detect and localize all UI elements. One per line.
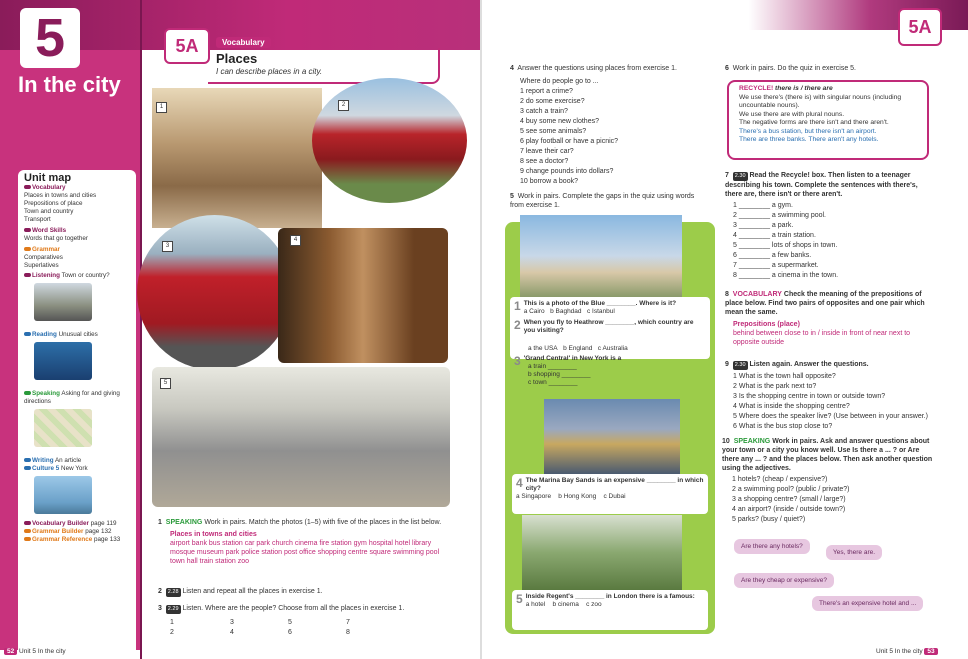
ex7-item: 2 ________ a swimming pool.	[733, 212, 827, 219]
ex10-item: 1 hotels? (cheap / expensive?)	[732, 476, 828, 483]
footer-text: Unit 5 In the city	[19, 648, 66, 655]
answer-slot: 8	[346, 629, 350, 636]
header-band-right	[480, 0, 968, 30]
photo-gym	[152, 367, 450, 507]
quiz-card-5	[512, 590, 708, 630]
ex9-item: 2 What is the park next to?	[733, 383, 817, 390]
ex4-number: 4	[510, 65, 514, 72]
quiz-option: c Australia	[597, 345, 628, 352]
map-gr-label: Grammar Reference	[32, 536, 93, 543]
quiz-card-4	[512, 474, 708, 514]
map-vocab-item: Prepositions of place	[24, 200, 83, 207]
speech-bubble: Are there any hotels?	[734, 539, 810, 554]
photo-museum	[278, 228, 448, 363]
ex10-item: 3 a shopping centre? (small / large?)	[732, 496, 846, 503]
map-grammar-label: Grammar	[32, 246, 61, 253]
ex7-instruction: Read the Recycle! box. Then listen to a teenager describing his town. Complete the sentences with there's, there are, there isn't or there aren't.	[725, 172, 918, 198]
ex9-item: 5 Where does the speaker live? (Use between in your answer.)	[733, 413, 928, 420]
ex6-number: 6	[725, 65, 729, 72]
map-speaking-label: Speaking	[32, 390, 60, 397]
ex10-items	[732, 475, 934, 525]
photo-buses	[137, 215, 292, 370]
exercise-8	[725, 290, 935, 347]
ex10-item: 4 an airport? (inside / outside town?)	[732, 506, 846, 513]
quiz-option: b shopping ________	[528, 371, 591, 378]
unit-number: 5	[20, 8, 80, 68]
photo-number: 3	[162, 241, 173, 252]
map-vb-label: Vocabulary Builder	[32, 520, 89, 527]
footer-left	[4, 648, 66, 655]
map-gr-page: page 133	[93, 536, 121, 543]
page-number: 53	[924, 648, 937, 655]
quiz-number: 4	[516, 476, 523, 490]
quiz-card-2	[510, 342, 710, 400]
ex4-intro: Where do people go to ...	[520, 78, 599, 85]
ex5-number: 5	[510, 193, 514, 200]
lesson-aim: I can describe places in a city.	[216, 67, 323, 76]
quiz-question: 'Grand Central' in New York is a	[523, 355, 622, 362]
ex8-prepositions: behind between close to in / inside in front of near next to opposite outside	[733, 330, 911, 346]
footer-right	[876, 648, 938, 655]
ex9-item: 1 What is the town hall opposite?	[733, 373, 836, 380]
quiz-option: c Istanbul	[586, 308, 615, 315]
ex10-label: SPEAKING	[733, 438, 771, 445]
map-writing-text: An article	[54, 457, 82, 464]
recycle-rule: We use there's (there is) with singular nouns (including uncountable nouns).	[739, 93, 902, 109]
audio-icon[interactable]: 2.28	[167, 589, 179, 595]
audio-icon[interactable]: 2.30	[734, 362, 746, 368]
ex2-instruction: Listen and repeat all the places in exercise 1.	[182, 588, 323, 595]
recycle-rule: We use there are with plural nouns.	[739, 110, 845, 118]
quiz-number: 2	[514, 318, 521, 332]
ex7-item: 7 ________ a supermarket.	[733, 262, 819, 269]
ex4-instruction: Answer the questions using places from exercise 1.	[517, 65, 677, 72]
map-writing-label: Writing	[32, 457, 54, 464]
ex4-item: 4 buy some new clothes?	[520, 118, 599, 125]
quiz-question: When you fly to Heathrow ________, which country are you visiting?	[523, 319, 694, 334]
ex10-instruction: Work in pairs. Ask and answer questions about your town or a city you know well. Use Is there a ... ? or Are there any ... ? and the places below. Then ask another question using the adjectives.	[722, 438, 933, 472]
exercise-7	[725, 171, 935, 281]
photo-number: 2	[338, 100, 349, 111]
exercise-4	[510, 64, 715, 187]
speech-bubble: Are they cheap or expensive?	[734, 573, 834, 588]
sidebar-edge	[140, 0, 142, 659]
map-vocab-item: Transport	[24, 216, 51, 223]
ex4-items	[520, 87, 715, 187]
quiz-number: 5	[516, 592, 523, 606]
ex4-item: 7 leave their car?	[520, 148, 574, 155]
recycle-example: There's a bus station, but there isn't an airport.	[739, 127, 877, 135]
quiz-option: c zoo	[586, 601, 602, 608]
unit-map	[18, 170, 136, 650]
gutter	[480, 0, 482, 659]
ex7-number: 7	[725, 172, 729, 179]
map-vocab-item: Town and country	[24, 208, 74, 215]
ex9-item: 6 What is the bus stop close to?	[733, 423, 833, 430]
unit-title: In the city	[18, 72, 121, 97]
ex10-item: 5 parks? (busy / quiet?)	[732, 516, 806, 523]
ex3-number: 3	[158, 605, 162, 612]
ex9-instruction: Listen again. Answer the questions.	[749, 361, 869, 368]
photo-number: 4	[290, 235, 301, 246]
answer-slot: 7	[346, 619, 350, 626]
ex1-number: 1	[158, 519, 162, 526]
ex4-item: 10 borrow a book?	[520, 178, 578, 185]
map-speaking-text: Asking for and giving directions	[24, 390, 120, 405]
quiz-option: a train ________	[528, 363, 577, 370]
map-gb-label: Grammar Builder	[32, 528, 84, 535]
quiz-option: c Dubai	[603, 493, 626, 500]
ex7-item: 8 ________ a cinema in the town.	[733, 272, 839, 279]
answer-slot: 1	[170, 619, 174, 626]
quiz-photo-park	[522, 515, 682, 590]
ex9-number: 9	[725, 361, 729, 368]
answer-slot: 3	[230, 619, 234, 626]
ex7-items	[733, 201, 935, 281]
recycle-subtitle: there is / there are	[775, 85, 833, 92]
map-gb-page: page 132	[85, 528, 112, 535]
quiz-option: c town ________	[528, 379, 578, 386]
recycle-example: There are three banks. There aren't any hotels.	[739, 136, 879, 143]
exercise-1	[158, 518, 448, 566]
map-vb-page: page 119	[90, 520, 117, 527]
ex6-instruction: Work in pairs. Do the quiz in exercise 5.	[732, 65, 856, 72]
quiz-question: Inside Regent's ________ in London there is a famous:	[525, 593, 695, 600]
ex4-item: 3 catch a train?	[520, 108, 568, 115]
ex2-number: 2	[158, 588, 162, 595]
speech-bubble: There's an expensive hotel and ...	[812, 596, 923, 611]
ex7-item: 3 ________ a park.	[733, 222, 794, 229]
exercise-3	[158, 604, 448, 614]
ex3-instruction: Listen. Where are the people? Choose from all the places in exercise 1.	[182, 605, 405, 612]
lesson-tag-right: 5A	[898, 8, 942, 46]
ex1-label: SPEAKING	[165, 519, 203, 526]
ex1-instruction: Work in pairs. Match the photos (1–5) with five of the places in the list below.	[204, 519, 442, 526]
recycle-rule: The negative forms are there isn't and there aren't.	[739, 119, 889, 126]
exercise-5	[510, 192, 710, 210]
thumb-street	[34, 283, 92, 321]
quiz-photo-mosque	[520, 215, 682, 297]
ex5-instruction: Work in pairs. Complete the gaps in the quiz using words from exercise 1.	[510, 193, 695, 209]
quiz-option: b Baghdad	[550, 308, 582, 315]
photo-shopping-centre	[152, 88, 322, 228]
ex1-places-list: airport bank bus station car park church cinema fire station gym hospital hotel library mosque museum park police station post office shopping centre square swimming pool town hall train station zoo	[170, 540, 440, 565]
answer-slot: 5	[288, 619, 292, 626]
footer-text: Unit 5 In the city	[876, 648, 923, 655]
map-grammar-item: Superlatives	[24, 262, 59, 269]
audio-icon[interactable]: 2.30	[734, 173, 746, 179]
ex4-item: 2 do some exercise?	[520, 98, 585, 105]
ex4-item: 6 play football or have a picnic?	[520, 138, 619, 145]
exercise-2	[158, 587, 448, 597]
quiz-option: a Singapore	[516, 493, 552, 500]
photo-number: 5	[160, 378, 171, 389]
exercise-9	[725, 360, 935, 432]
quiz-option: a the USA	[528, 345, 558, 352]
ex4-item: 8 see a doctor?	[520, 158, 569, 165]
ex4-item: 9 change pounds into dollars?	[520, 168, 614, 175]
page-number: 52	[4, 648, 17, 655]
map-culture-text: New York	[61, 465, 88, 472]
speech-bubble: Yes, there are.	[826, 545, 882, 560]
quiz-number: 1	[514, 299, 521, 313]
ex7-item: 5 ________ lots of shops in town.	[733, 242, 838, 249]
map-word-label: Word Skills	[32, 227, 67, 234]
thumb-map	[34, 409, 92, 447]
quiz-number: 3	[514, 354, 521, 368]
ex8-label: VOCABULARY	[732, 291, 782, 298]
ex7-item: 4 ________ a train station.	[733, 232, 816, 239]
ex9-item: 3 Is the shopping centre in town or outside town?	[733, 393, 886, 400]
ex10-number: 10	[722, 438, 730, 445]
map-reading-text: Unusual cities	[58, 331, 98, 338]
answer-slot: 6	[288, 629, 292, 636]
lesson-title: Places	[216, 51, 258, 66]
map-vocab-label: Vocabulary	[32, 184, 66, 191]
thumb-liberty	[34, 476, 92, 514]
quiz-option: b Hong Kong	[558, 493, 597, 500]
answer-slot: 4	[230, 629, 234, 636]
unit-map-heading: Unit map	[24, 172, 72, 184]
lesson-tag: 5A	[164, 28, 210, 64]
map-reading-label: Reading	[32, 331, 57, 338]
ex8-instruction: Check the meaning of the prepositions of place below. Find two pairs of opposites and one pair which mean the same.	[725, 291, 925, 316]
vocabulary-label: Vocabulary	[216, 37, 271, 48]
ex9-items	[733, 372, 935, 432]
ex10-item: 2 a swimming pool? (public / private?)	[732, 486, 850, 493]
map-vocab-item: Places in towns and cities	[24, 192, 97, 199]
ex4-item: 5 see some animals?	[520, 128, 587, 135]
thumb-water	[34, 342, 92, 380]
recycle-title: RECYCLE!	[739, 85, 774, 92]
map-word-item: Words that go together	[24, 235, 88, 242]
answer-slot: 2	[170, 629, 174, 636]
photo-fire-station	[312, 78, 467, 203]
map-culture-label: Culture 5	[32, 465, 60, 472]
quiz-option: a hotel	[525, 601, 546, 608]
ex4-item: 1 report a crime?	[520, 88, 573, 95]
ex1-list-heading: Places in towns and cities	[170, 531, 257, 538]
ex8-list-heading: Prepositions (place)	[733, 321, 800, 328]
quiz-option: a Cairo	[523, 308, 545, 315]
ex7-item: 6 ________ a few banks.	[733, 252, 812, 259]
audio-icon[interactable]: 2.29	[167, 606, 179, 612]
photo-number: 1	[156, 102, 167, 113]
exercise-6	[725, 64, 935, 73]
recycle-box	[727, 80, 929, 160]
quiz-question: The Marina Bay Sands is an expensive ________ in which city?	[525, 477, 704, 492]
map-listening-label: Listening	[32, 272, 60, 279]
quiz-photo-marina	[544, 399, 680, 474]
quiz-option: b England	[563, 345, 593, 352]
ex8-number: 8	[725, 291, 729, 298]
quiz-option: b cinema	[552, 601, 579, 608]
exercise-10	[722, 437, 934, 525]
map-grammar-item: Comparatives	[24, 254, 63, 261]
ex7-item: 1 ________ a gym.	[733, 202, 793, 209]
map-listening-text: Town or country?	[61, 272, 110, 279]
ex9-item: 4 What is inside the shopping centre?	[733, 403, 850, 410]
quiz-question: This is a photo of the Blue ________. Where is it?	[523, 300, 677, 307]
